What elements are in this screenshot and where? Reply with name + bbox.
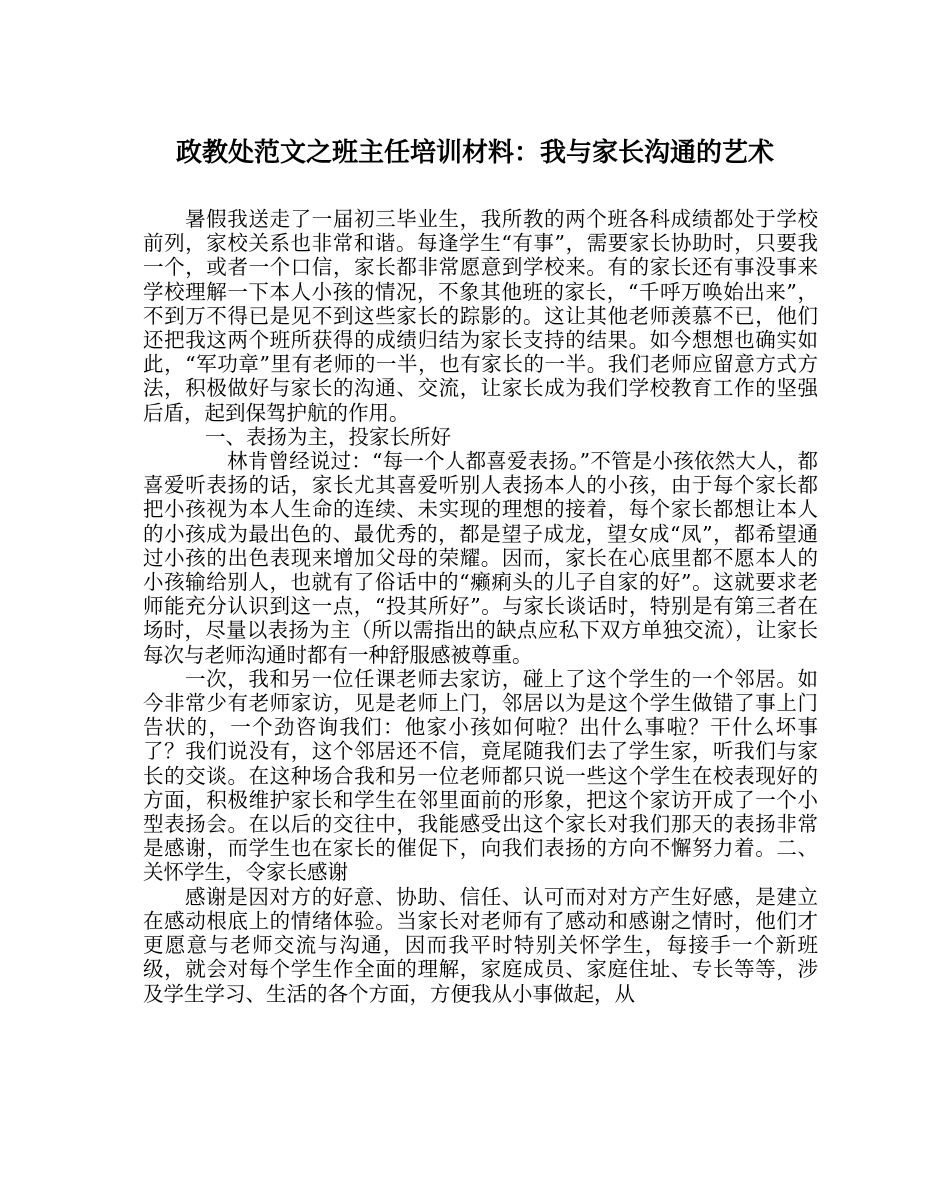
paragraph-gratitude: 感谢是因对方的好意、协助、信任、认可而对对方产生好感，是建立在感动根底上的情绪体验。当家长对老师有了感动和感谢之情时，他们才更愿意与老师交流与沟通，因而我平时特别关怀学生，每接手一个新班级，就会对每个学生作全面的理解，家庭成员、家庭住址、专长等等，涉及学生学习、生活的各个方面，方便我从小事做起，从 bbox=[143, 884, 818, 1006]
paragraph-intro: 暑假我送走了一届初三毕业生，我所教的两个班各科成绩都处于学校前列，家校关系也非常和谐。每逢学生“有事”，需要家长协助时，只要我一个，或者一个口信，家长都非常愿意到学校来。有的家长还有事没事来学校理解一下本人小孩的情况，不象其他班的家长，“千呼万唤始出来”，不到万不得已是见不到这些家长的踪影的。这让其他老师羡慕不已，他们还把我这两个班所获得的成绩归结为家长支持的结果。如今想想也确实如此，“军功章”里有老师的一半，也有家长的一半。我们老师应留意方式方法，积极做好与家长的沟通、交流，让家长成为我们学校教育工作的坚强后盾，起到保驾护航的作用。 bbox=[143, 207, 818, 425]
section-heading-praise: 一、表扬为主，投家长所好 bbox=[205, 424, 451, 449]
paragraph-home-visit: 一次，我和另一位任课老师去家访，碰上了这个学生的一个邻居。如今非常少有老师家访，见是老师上门，邻居以为是这个学生做错了事上门告状的，一个劲咨询我们：他家小孩如何啦？出什么事啦？干什么坏事了？我们说没有，这个邻居还不信，竟尾随我们去了学生家，听我们与家长的交谈。在这种场合我和另一位老师都只说一些这个学生在校表现好的方面，积极维护家长和学生在邻里面前的形象，把这个家访开成了一个小型表扬会。在以后的交往中，我能感受出这个家长对我们那天的表扬非常是感谢，而学生也在家长的催促下，向我们表扬的方向不懈努力着。二、关怀学生，令家长感谢 bbox=[143, 666, 818, 885]
paragraph-lincoln-quote: 林肯曾经说过：“每一个人都喜爱表扬。”不管是小孩依然大人，都喜爱听表扬的话，家长尤其喜爱听别人表扬本人的小孩，由于每个家长都把小孩视为本人生命的连续、未实现的理想的接着，每个家长都想让本人的小孩成为最出色的、最优秀的，都是望子成龙，望女成“凤”，都希望通过小孩的出色表现来增加父母的荣耀。因而，家长在心底里都不愿本人的小孩输给别人，也就有了俗话中的“癞痢头的儿子自家的好”。这就要求老师能充分认识到这一点，“投其所好”。与家长谈话时，特别是有第三者在场时，尽量以表扬为主（所以需指出的缺点应私下双方单独交流），让家长每次与老师沟通时都有一种舒服感被尊重。 bbox=[143, 449, 818, 667]
document-body bbox=[143, 207, 818, 1006]
document-title: 政教处范文之班主任培训材料：我与家长沟通的艺术 bbox=[175, 138, 774, 168]
